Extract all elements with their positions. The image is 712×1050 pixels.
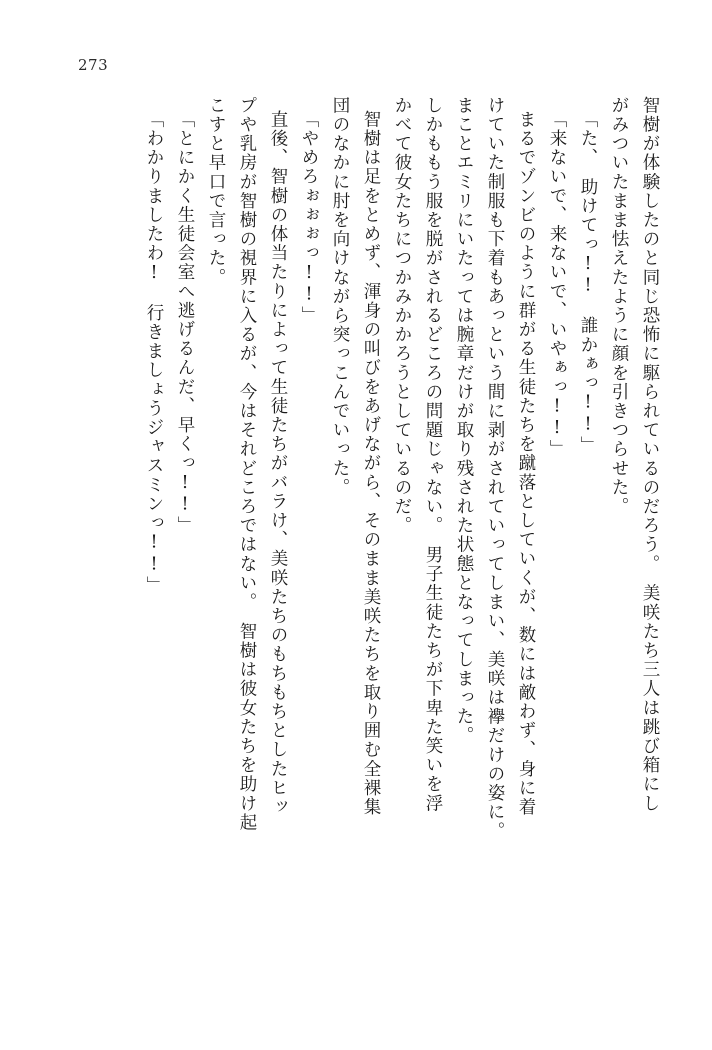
text-column: まるでゾンビのように群がる生徒たちを蹴落としていくが、数には敵わず、身に着 xyxy=(516,110,536,817)
text-column: 団のなかに肘を向けながら突っこんでいった。 xyxy=(330,96,350,498)
text-column: こすと早口で言った。 xyxy=(206,96,226,287)
text-column: 智樹が体験したのと同じ恐怖に駆られているのだろう。 美咲たち三人は跳び箱にし xyxy=(640,96,660,814)
text-column: かべて彼女たちにつかみかかろうとしているのだ。 xyxy=(392,96,412,536)
page-text-body xyxy=(58,96,658,996)
text-column: がみついたまま怯えたように顔を引きつらせた。 xyxy=(609,96,629,517)
text-column: 「わかりましたわ! 行きましょうジャスミンっ!!」 xyxy=(144,110,164,595)
text-column: 直後、智樹の体当たりによって生徒たちがバラけ、美咲たちのもちもちとしたヒッ xyxy=(268,110,288,817)
page-number: 273 xyxy=(78,56,109,74)
text-column: 「とにかく生徒会室へ逃げるんだ、早くっ!!」 xyxy=(175,110,195,536)
text-column: 智樹は足をとめず、渾身の叫びをあげながら、そのまま美咲たちを取り囲む全裸集 xyxy=(361,110,381,817)
text-column: けていた制服も下着もあっという間に剥がされていってしまい、美咲は襷だけの姿に。 xyxy=(485,96,505,841)
text-column: 「た、 助けてっ!! 誰かぁっ!!」 xyxy=(578,110,598,456)
text-column: しかももう服を脱がされるどころの問題じゃない。 男子生徒たちが下卑た笑いを浮 xyxy=(423,96,443,814)
text-column: 「来ないで、来ないで、いやぁっ!!」 xyxy=(547,110,567,459)
text-column: まことエミリにいたっては腕章だけが取り残された状態となってしまった。 xyxy=(454,96,474,746)
text-column: 「やめろぉぉぉっ!!」 xyxy=(299,110,319,326)
text-column: プや乳房が智樹の視界に入るが、今はそれどころではない。 智樹は彼女たちを助け起 xyxy=(237,96,257,833)
